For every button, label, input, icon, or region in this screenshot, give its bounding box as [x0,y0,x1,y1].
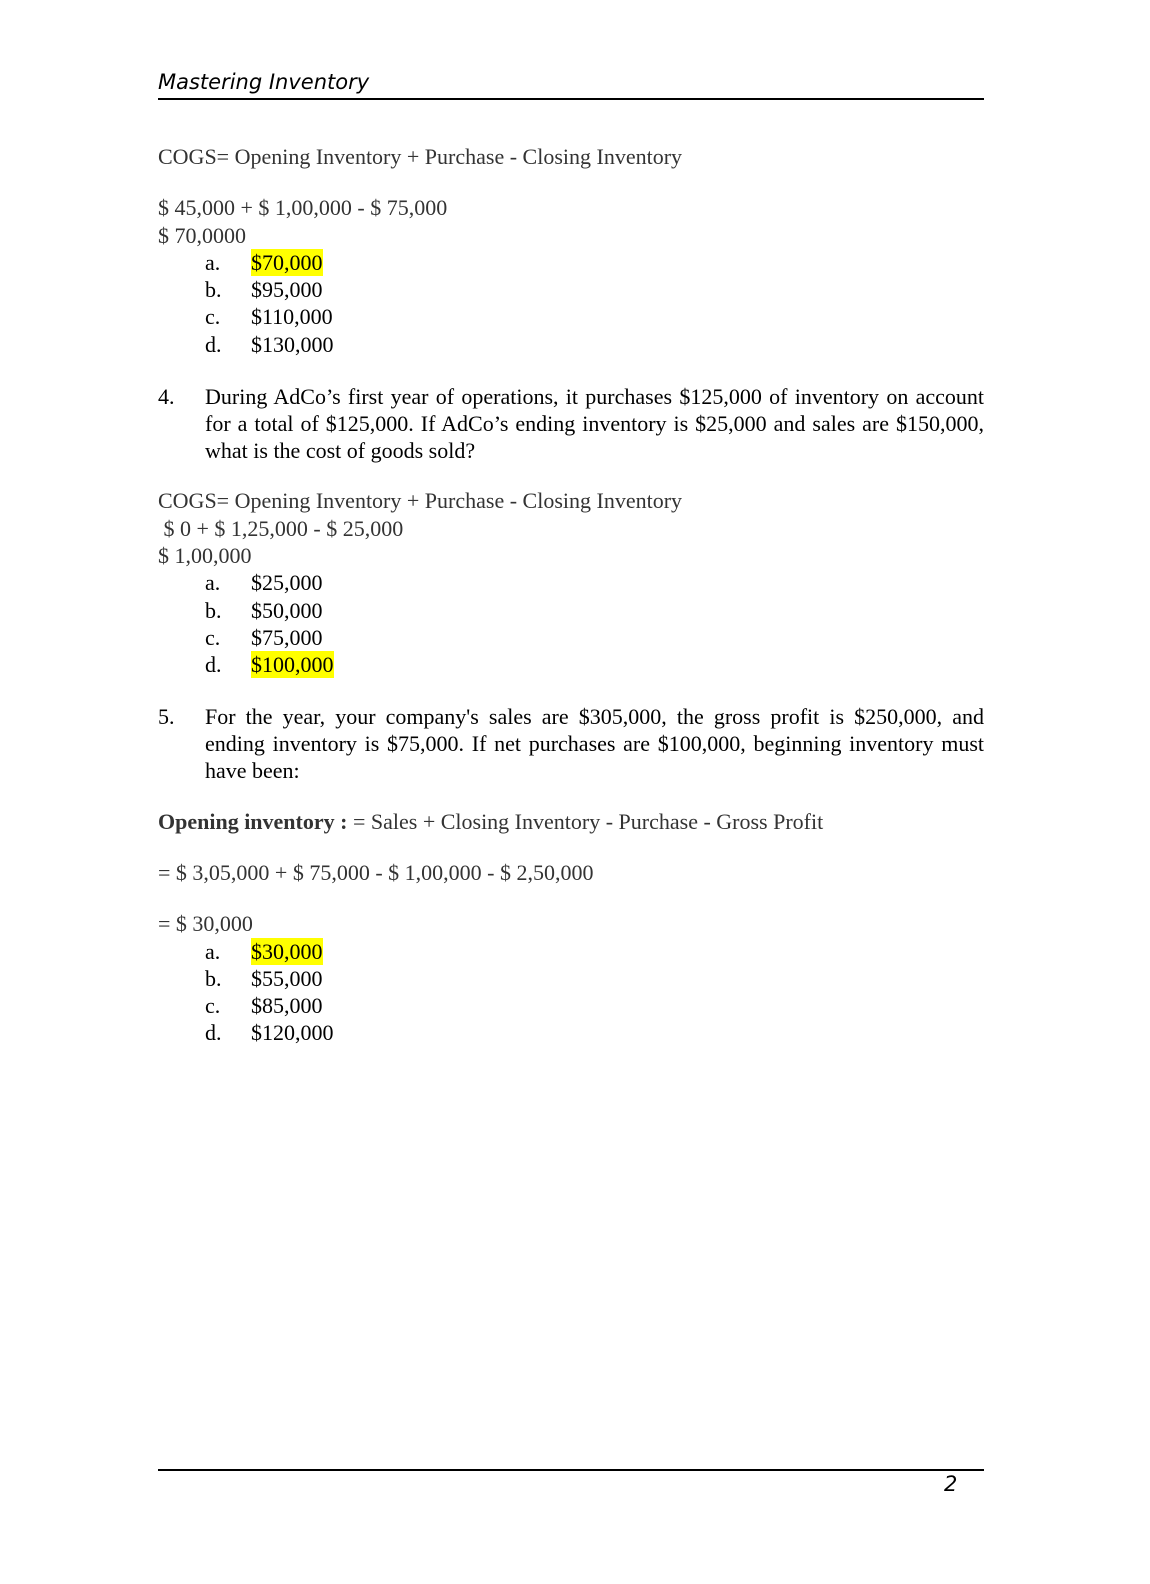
result-line-3: $ 70,0000 [158,223,246,248]
option-4a [205,569,323,596]
question-text: During AdCo’s first year of operations, it purchases $125,000 of inventory on account for a total of $125,000. If AdCo’s ending inventory is $25,000 and sales are $150,000, what is the cost of goods sold? [205,384,984,463]
option-letter: c. [205,625,221,650]
option-3b [205,276,323,303]
option-value: $130,000 [251,332,334,357]
option-4c [205,624,323,651]
question-4 [158,383,984,464]
option-5c [205,992,323,1019]
option-value-highlighted: $100,000 [251,652,334,677]
option-letter: d. [205,1020,222,1045]
option-3c [205,303,333,330]
option-letter: a. [205,250,221,275]
option-value: $120,000 [251,1020,334,1045]
option-3a [205,249,323,276]
option-4b [205,597,323,624]
option-value: $85,000 [251,993,323,1018]
option-value: $55,000 [251,966,323,991]
option-letter: d. [205,652,222,677]
running-header-title: Mastering Inventory [158,70,370,94]
calc-line-5: = $ 3,05,000 + $ 75,000 - $ 1,00,000 - $ 2,50,000 [158,860,594,885]
option-4d [205,651,334,678]
option-letter: b. [205,598,222,623]
footer-rule [158,1469,984,1471]
option-value: $25,000 [251,570,323,595]
option-value: $50,000 [251,598,323,623]
option-letter: a. [205,939,221,964]
option-letter: d. [205,332,222,357]
result-line-4: $ 1,00,000 [158,543,252,568]
header-rule [158,98,984,100]
formula-label: Opening inventory : [158,809,348,834]
question-number: 4. [158,384,175,409]
option-5d [205,1019,334,1046]
question-number: 5. [158,704,175,729]
option-value: $110,000 [251,304,333,329]
cogs-formula-4: COGS= Opening Inventory + Purchase - Closing Inventory [158,488,683,513]
question-5 [158,703,984,784]
question-text: For the year, your company's sales are $305,000, the gross profit is $250,000, and ending inventory is $75,000. If net purchases are $100,000, beginning inventory must have been: [205,704,984,783]
option-value-highlighted: $30,000 [251,939,323,964]
option-5b [205,965,323,992]
calc-line-3: $ 45,000 + $ 1,00,000 - $ 75,000 [158,195,448,220]
option-letter: c. [205,304,221,329]
option-value-highlighted: $70,000 [251,250,323,275]
option-5a [205,938,323,965]
formula-rest: = Sales + Closing Inventory - Purchase - Gross Profit [347,809,824,834]
option-3d [205,331,334,358]
calc-line-4: $ 0 + $ 1,25,000 - $ 25,000 [158,516,404,541]
option-letter: a. [205,570,221,595]
option-letter: b. [205,277,222,302]
option-value: $75,000 [251,625,323,650]
opening-inventory-formula [158,808,823,835]
result-line-5: = $ 30,000 [158,911,253,936]
option-letter: c. [205,993,221,1018]
cogs-formula-3: COGS= Opening Inventory + Purchase - Closing Inventory [158,144,683,169]
option-value: $95,000 [251,277,323,302]
option-letter: b. [205,966,222,991]
page-number: 2 [944,1472,958,1496]
